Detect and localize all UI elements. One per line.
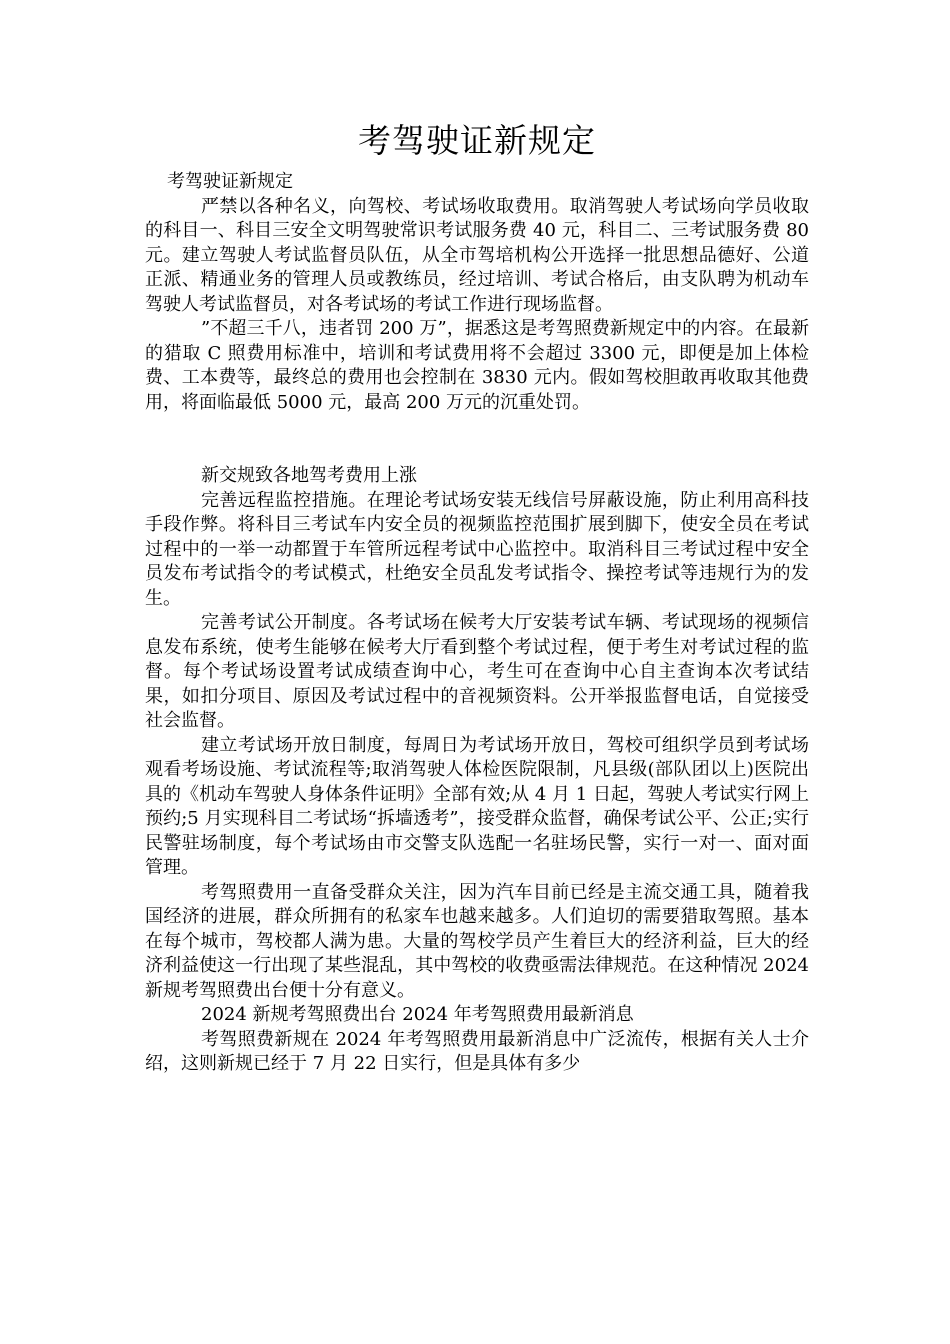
document-page	[145, 118, 809, 1077]
section-heading: 新交规致各地驾考费用上涨	[201, 465, 417, 486]
paragraph: ”不超三千八，违者罚 200 万”，据悉这是考驾照费新规定中的内容。在最新的猎取 C 照费用标准中，培训和考试费用将不会超过 3300 元，即便是加上体检费、工本费等，最终总的费用也会控制在 3830 元内。假如驾校胆敢再收取其他费用，将面临最低 5000 元，最高 200 万元的沉重处罚。	[145, 318, 809, 413]
document-title: 考驾驶证新规定	[358, 121, 596, 160]
paragraph: 考驾照费用一直备受群众关注，因为汽车目前已经是主流交通工具，随着我国经济的进展，群众所拥有的私家车也越来越多。人们迫切的需要猎取驾照。基本在每个城市，驾校都人满为患。大量的驾校学员产生着巨大的经济利益，巨大的经济利益使这一行出现了某些混乱，其中驾校的收费亟需法律规范。在这种情况 2024 新规考驾照费出台便十分有意义。	[145, 881, 809, 1001]
section-heading: 2024 新规考驾照费出台 2024 年考驾照费用最新消息	[201, 1004, 634, 1025]
paragraph: 建立考试场开放日制度，每周日为考试场开放日，驾校可组织学员到考试场观看考场设施、考试流程等;取消驾驶人体检医院限制，凡县级(部队团以上)医院出具的《机动车驾驶人身体条件证明》全部有效;从 4 月 1 日起，驾驶人考试实行网上预约;5 月实现科目二考试场“拆墙透考”，接受群众监督，确保考试公平、公正;实行民警驻场制度，每个考试场由市交警支队选配一名驻场民警，实行一对一、面对面管理。	[145, 734, 809, 878]
paragraph: 完善考试公开制度。各考试场在候考大厅安装考试车辆、考试现场的视频信息发布系统，使考生能够在候考大厅看到整个考试过程，便于考生对考试过程的监督。每个考试场设置考试成绩查询中心，考生可在查询中心自主查询本次考试结果，如扣分项目、原因及考试过程中的音视频资料。公开举报监督电话，自觉接受社会监督。	[145, 612, 809, 731]
document-subtitle: 考驾驶证新规定	[167, 171, 293, 192]
paragraph: 考驾照费新规在 2024 年考驾照费用最新消息中广泛流传，根据有关人士介绍，这则新规已经于 7 月 22 日实行，但是具体有多少	[145, 1028, 809, 1074]
paragraph: 完善远程监控措施。在理论考试场安装无线信号屏蔽设施，防止利用高科技手段作弊。将科目三考试车内安全员的视频监控范围扩展到脚下，使安全员在考试过程中的一举一动都置于车管所远程考试中心监控中。取消科目三考试过程中安全员发布考试指令的考试模式，杜绝安全员乱发考试指令、操控考试等违规行为的发生。	[145, 489, 809, 609]
blank-space	[145, 415, 809, 464]
paragraph: 严禁以各种名义，向驾校、考试场收取费用。取消驾驶人考试场向学员收取的科目一、科目三安全文明驾驶常识考试服务费 40 元，科目二、三考试服务费 80 元。建立驾驶人考试监督员队伍，从全市驾培机构公开选择一批思想品德好、公道正派、精通业务的管理人员或教练员，经过培训、考试合格后，由支队聘为机动车驾驶人考试监督员，对各考试场的考试工作进行现场监督。	[145, 195, 809, 315]
